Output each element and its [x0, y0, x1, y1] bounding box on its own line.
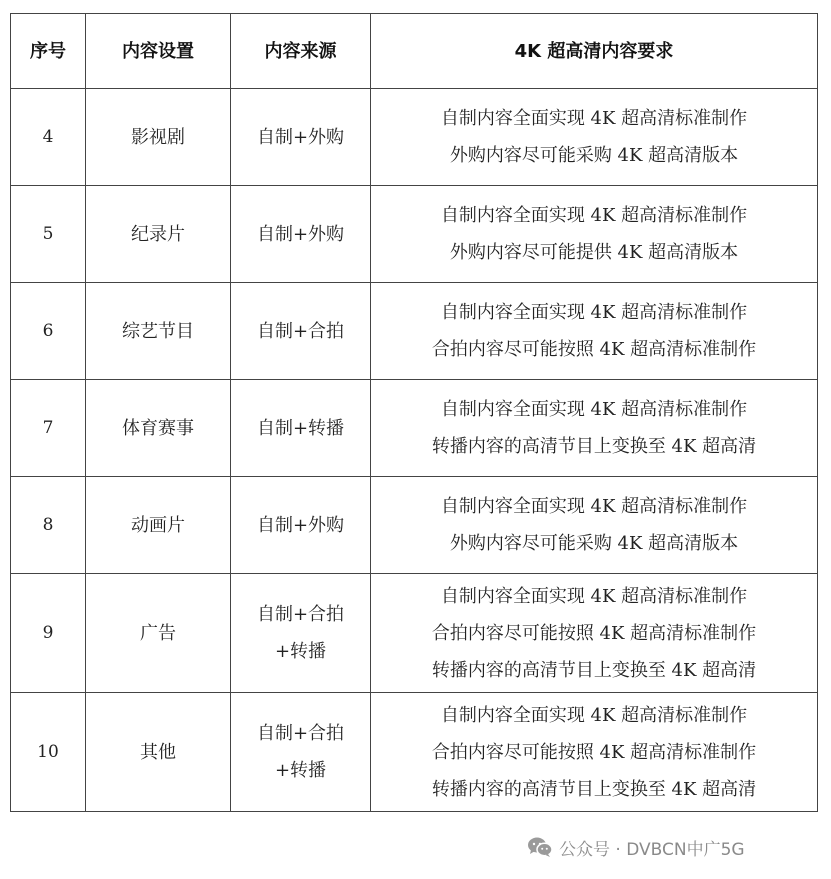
source-line: 自制+合拍: [256, 320, 345, 342]
source-line: 自制+外购: [256, 126, 345, 148]
cell-4k-requirements: [371, 693, 818, 812]
table-row: [11, 477, 818, 574]
requirement-line: 合拍内容尽可能按照 4K 超高清标准制作: [431, 339, 757, 360]
source-line: 自制+外购: [256, 514, 345, 536]
cell-content-setting: 体育赛事: [86, 380, 231, 477]
requirement-line: 合拍内容尽可能按照 4K 超高清标准制作: [431, 741, 757, 763]
cell-4k-requirements: [371, 283, 818, 380]
requirement-line: 外购内容尽可能提供 4K 超高清版本: [449, 242, 739, 263]
cell-serial-no: 5: [11, 186, 86, 283]
cell-content-setting: 广告: [86, 574, 231, 693]
cell-serial-no: 6: [11, 283, 86, 380]
table-body: [11, 89, 818, 812]
table-row: [11, 283, 818, 380]
content-requirements-table: [10, 13, 818, 812]
cell-content-source: [231, 380, 371, 477]
wechat-icon: [527, 836, 553, 858]
cell-content-source: [231, 186, 371, 283]
cell-serial-no: 7: [11, 380, 86, 477]
cell-content-setting: 动画片: [86, 477, 231, 574]
requirement-line: 合拍内容尽可能按照 4K 超高清标准制作: [431, 622, 757, 644]
requirement-line: 自制内容全面实现 4K 超高清标准制作: [440, 585, 748, 607]
table-row: [11, 89, 818, 186]
cell-serial-no: 9: [11, 574, 86, 693]
cell-4k-requirements: [371, 89, 818, 186]
cell-serial-no: 4: [11, 89, 86, 186]
cell-4k-requirements: [371, 186, 818, 283]
cell-content-setting: 影视剧: [86, 89, 231, 186]
source-line: 自制+合拍: [256, 604, 345, 625]
cell-serial-no: 10: [11, 693, 86, 812]
cell-content-source: [231, 283, 371, 380]
requirement-line: 转播内容的高清节目上变换至 4K 超高清: [431, 436, 757, 457]
requirement-line: 自制内容全面实现 4K 超高清标准制作: [440, 399, 748, 420]
watermark-text: 公众号 · DVBCN中广5G: [559, 839, 745, 860]
source-line: +转播: [274, 760, 327, 781]
source-line: +转播: [274, 641, 327, 662]
cell-content-setting: 综艺节目: [86, 283, 231, 380]
requirement-line: 自制内容全面实现 4K 超高清标准制作: [440, 302, 748, 323]
cell-content-setting: 纪录片: [86, 186, 231, 283]
requirement-line: 自制内容全面实现 4K 超高清标准制作: [440, 496, 748, 517]
watermark: [527, 834, 745, 860]
header-content-setting: 内容设置: [86, 14, 231, 89]
cell-4k-requirements: [371, 477, 818, 574]
table-row: [11, 186, 818, 283]
header-content-source: 内容来源: [231, 14, 371, 89]
cell-content-source: [231, 693, 371, 812]
table-row: [11, 380, 818, 477]
requirement-line: 自制内容全面实现 4K 超高清标准制作: [440, 205, 748, 226]
cell-content-source: [231, 477, 371, 574]
requirement-line: 转播内容的高清节目上变换至 4K 超高清: [431, 659, 757, 681]
cell-4k-requirements: [371, 380, 818, 477]
cell-4k-requirements: [371, 574, 818, 693]
table-header-row: [11, 14, 818, 89]
table-row: [11, 574, 818, 693]
table-row: [11, 693, 818, 812]
cell-content-setting: 其他: [86, 693, 231, 812]
cell-serial-no: 8: [11, 477, 86, 574]
requirement-line: 自制内容全面实现 4K 超高清标准制作: [440, 704, 748, 726]
requirement-line: 自制内容全面实现 4K 超高清标准制作: [440, 108, 748, 129]
cell-content-source: [231, 89, 371, 186]
requirement-line: 转播内容的高清节目上变换至 4K 超高清: [431, 778, 757, 800]
requirement-line: 外购内容尽可能采购 4K 超高清版本: [449, 145, 739, 166]
source-line: 自制+转播: [256, 417, 345, 439]
source-line: 自制+合拍: [256, 723, 345, 744]
header-4k-requirements: 4K 超高清内容要求: [371, 14, 818, 89]
cell-content-source: [231, 574, 371, 693]
source-line: 自制+外购: [256, 223, 345, 245]
requirement-line: 外购内容尽可能采购 4K 超高清版本: [449, 533, 739, 554]
header-serial-no: 序号: [11, 14, 86, 89]
